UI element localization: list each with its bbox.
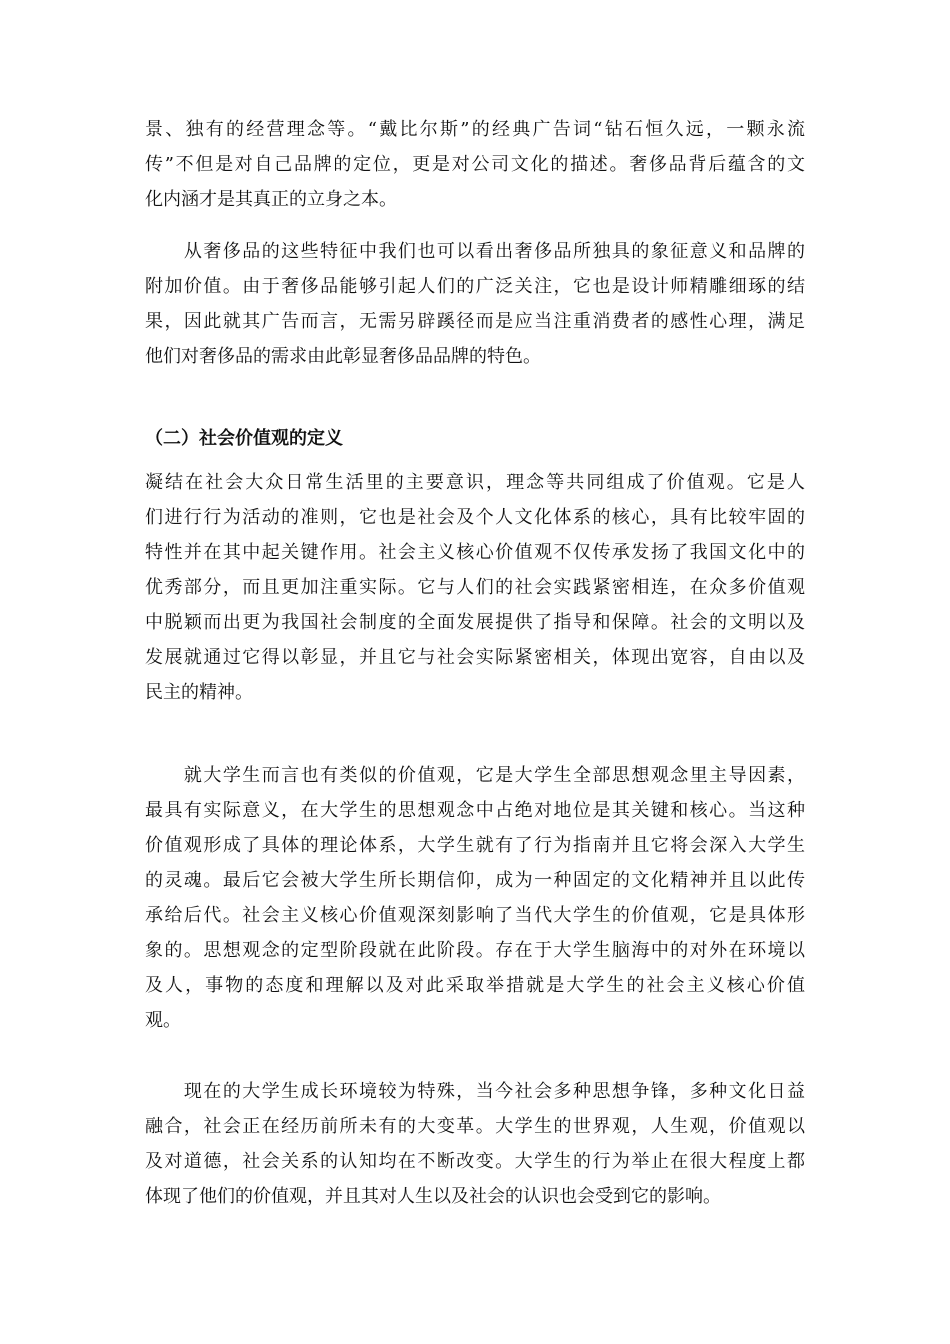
paragraph-student-environment <box>145 1074 805 1214</box>
text-line: 承给后代。社会主义核心价值观深刻影响了当代大学生的价值观，它是具体形 <box>145 905 805 926</box>
text-line: 中脱颖而出更为我国社会制度的全面发展提供了指导和保障。社会的文明以及 <box>145 612 805 633</box>
text-line: 及人，事物的态度和理解以及对此采取举措就是大学生的社会主义核心价值 <box>145 975 805 996</box>
text-line: 传”不但是对自己品牌的定位，更是对公司文化的描述。奢侈品背后蕴含的文 <box>145 154 805 175</box>
text-line: 凝结在社会大众日常生活里的主要意识，理念等共同组成了价值观。它是人 <box>145 472 805 493</box>
paragraph-value-definition <box>145 465 805 710</box>
text-line: 附加价值。由于奢侈品能够引起人们的广泛关注，它也是设计师精雕细琢的结 <box>145 276 805 297</box>
paragraph-luxury-culture <box>145 112 805 217</box>
text-line: 象的。思想观念的定型阶段就在此阶段。存在于大学生脑海中的对外在环境以 <box>145 940 805 961</box>
text-line: 的灵魂。最后它会被大学生所长期信仰，成为一种固定的文化精神并且以此传 <box>145 870 805 891</box>
text-line: 景、独有的经营理念等。“戴比尔斯”的经典广告词“钻石恒久远，一颗永流 <box>145 119 805 140</box>
text-line: 优秀部分，而且更加注重实际。它与人们的社会实践紧密相连，在众多价值观 <box>145 577 805 598</box>
paragraph-luxury-features <box>145 234 805 374</box>
text-line: 就大学生而言也有类似的价值观，它是大学生全部思想观念里主导因素， <box>145 765 805 786</box>
text-line: 化内涵才是其真正的立身之本。 <box>145 189 397 210</box>
text-line: 从奢侈品的这些特征中我们也可以看出奢侈品所独具的象征意义和品牌的 <box>145 241 805 262</box>
paragraph-student-values <box>145 758 805 1038</box>
text-line: 体现了他们的价值观，并且其对人生以及社会的认识也会受到它的影响。 <box>145 1186 721 1207</box>
text-line: 发展就通过它得以彰显，并且它与社会实际紧密相关，体现出宽容，自由以及 <box>145 647 805 668</box>
text-line: 最具有实际意义，在大学生的思想观念中占绝对地位是其关键和核心。当这种 <box>145 800 805 821</box>
text-line: 及对道德，社会关系的认知均在不断改变。大学生的行为举止在很大程度上都 <box>145 1151 805 1172</box>
text-line: 果，因此就其广告而言，无需另辟蹊径而是应当注重消费者的感性心理，满足 <box>145 311 805 332</box>
text-line: 价值观形成了具体的理论体系，大学生就有了行为指南并且它将会深入大学生 <box>145 835 805 856</box>
text-line: 他们对奢侈品的需求由此彰显奢侈品品牌的特色。 <box>145 346 541 367</box>
text-line: 融合，社会正在经历前所未有的大变革。大学生的世界观，人生观，价值观以 <box>145 1116 805 1137</box>
text-line: 民主的精神。 <box>145 682 253 703</box>
text-line: 们进行行为活动的准则，它也是社会及个人文化体系的核心，具有比较牢固的 <box>145 507 805 528</box>
text-line: 现在的大学生成长环境较为特殊，当今社会多种思想争锋，多种文化日益 <box>145 1081 805 1102</box>
text-line: 观。 <box>145 1010 181 1031</box>
text-line: 特性并在其中起关键作用。社会主义核心价值观不仅传承发扬了我国文化中的 <box>145 542 805 563</box>
section-heading: （二）社会价值观的定义 <box>145 428 343 449</box>
